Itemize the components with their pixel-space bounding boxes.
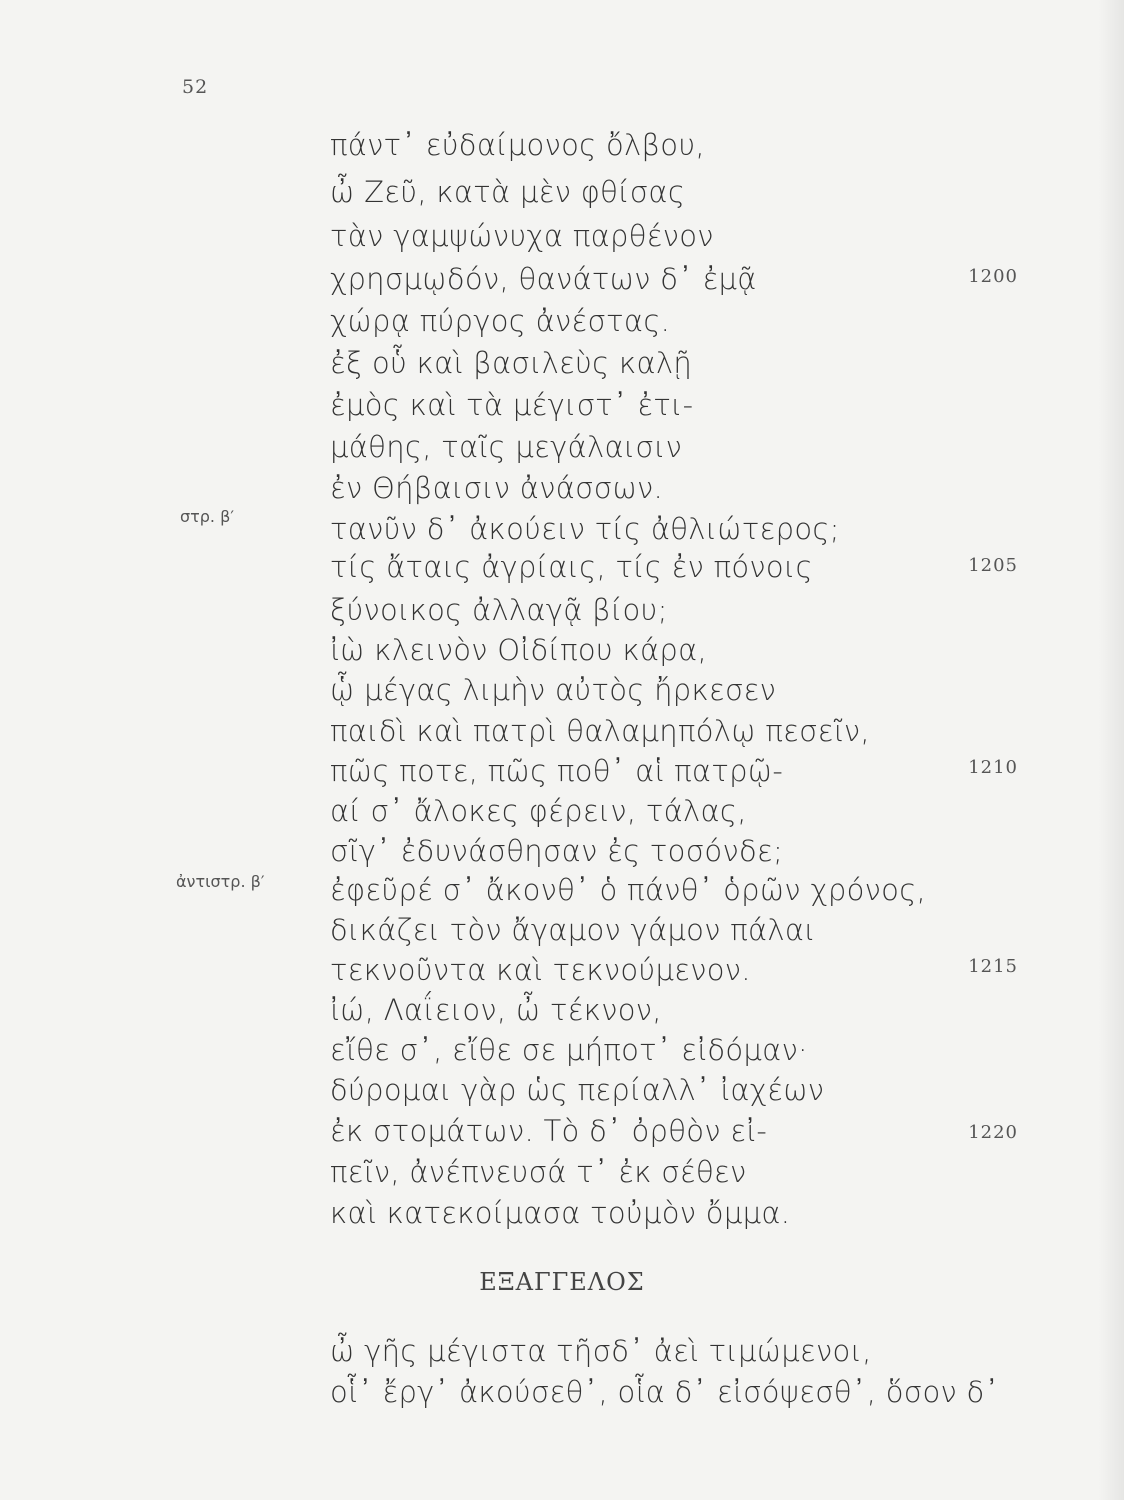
verse-line: ἐν Θήβαισιν ἀνάσσων. (330, 471, 664, 505)
verse-line: ᾧ μέγας λιμὴν αὐτὸς ἤρκεσεν (330, 673, 777, 707)
antistrophe-label: ἀντιστρ. β′ (176, 872, 265, 891)
verse-line: καὶ κατεκοίμασα τοὐμὸν ὄμμα. (330, 1196, 791, 1230)
verse-line: ἐκ στομάτων. Τὸ δ᾽ ὀρθὸν εἰ- (330, 1114, 768, 1148)
line-number: 1215 (968, 956, 1018, 977)
verse-line: πάντ᾽ εὐδαίμονος ὄλβου, (330, 128, 705, 162)
verse-line: τεκνοῦντα καὶ τεκνούμενον. (330, 953, 751, 987)
verse-line: πεῖν, ἀνέπνευσά τ᾽ ἐκ σέθεν (330, 1155, 747, 1189)
speech-line: ὦ γῆς μέγιστα τῆσδ᾽ ἀεὶ τιμώμενοι, (330, 1334, 872, 1368)
verse-line: ὦ Ζεῦ, κατὰ μὲν φθίσας (330, 175, 686, 209)
speaker-heading: ΕΞΑΓΓΕΛΟΣ (479, 1268, 645, 1296)
verse-line: παιδὶ καὶ πατρὶ θαλαμηπόλῳ πεσεῖν, (330, 714, 870, 748)
verse-line: δικάζει τὸν ἄγαμον γάμον πάλαι (330, 913, 816, 947)
line-number: 1200 (968, 266, 1018, 287)
line-number: 1210 (968, 757, 1018, 778)
verse-line: ξύνοικος ἀλλαγᾷ βίου; (330, 593, 668, 627)
verse-line: μάθης, ταῖς μεγάλαισιν (330, 430, 683, 464)
verse-line: δύρομαι γὰρ ὡς περίαλλ᾽ ἰαχέων (330, 1073, 825, 1107)
verse-line: τανῦν δ᾽ ἀκούειν τίς ἀθλιώτερος; (330, 512, 840, 546)
verse-line: ἐξ οὗ καὶ βασιλεὺς καλῇ (330, 346, 693, 380)
line-number: 1205 (968, 555, 1018, 576)
line-number: 1220 (968, 1122, 1018, 1143)
verse-line: ἰὼ κλεινὸν Οἰδίπου κάρα, (330, 633, 708, 667)
verse-line: χρησμῳδόν, θανάτων δ᾽ ἐμᾷ (330, 262, 757, 296)
verse-line: ἐμὸς καὶ τὰ μέγιστ᾽ ἐτι- (330, 388, 694, 422)
verse-line: τὰν γαμψώνυχα παρθένον (330, 219, 714, 253)
verse-line: πῶς ποτε, πῶς ποθ᾽ αἱ πατρῷ- (330, 754, 784, 788)
verse-line: εἴθε σ᾽, εἴθε σε μήποτ᾽ εἰδόμαν· (330, 1033, 808, 1067)
verse-line: τίς ἄταις ἀγρίαις, τίς ἐν πόνοις (330, 550, 813, 584)
verse-line: χώρᾳ πύργος ἀνέστας. (330, 304, 671, 338)
verse-line: αί σ᾽ ἄλοκες φέρειν, τάλας, (330, 794, 747, 828)
verse-line: σῖγ᾽ ἐδυνάσθησαν ἐς τοσόνδε; (330, 834, 784, 868)
verse-line: ἐφεῦρέ σ᾽ ἄκονθ᾽ ὁ πάνθ᾽ ὁρῶν χρόνος, (330, 873, 927, 907)
strophe-label: στρ. β′ (180, 507, 234, 526)
page-number: 52 (182, 76, 209, 98)
speech-line: οἷ᾽ ἔργ᾽ ἀκούσεθ᾽, οἷα δ᾽ εἰσόψεσθ᾽, ὅσον δ᾽ (330, 1375, 1000, 1409)
verse-line: ἰώ, Λαΐειον, ὦ τέκνον, (330, 993, 662, 1027)
